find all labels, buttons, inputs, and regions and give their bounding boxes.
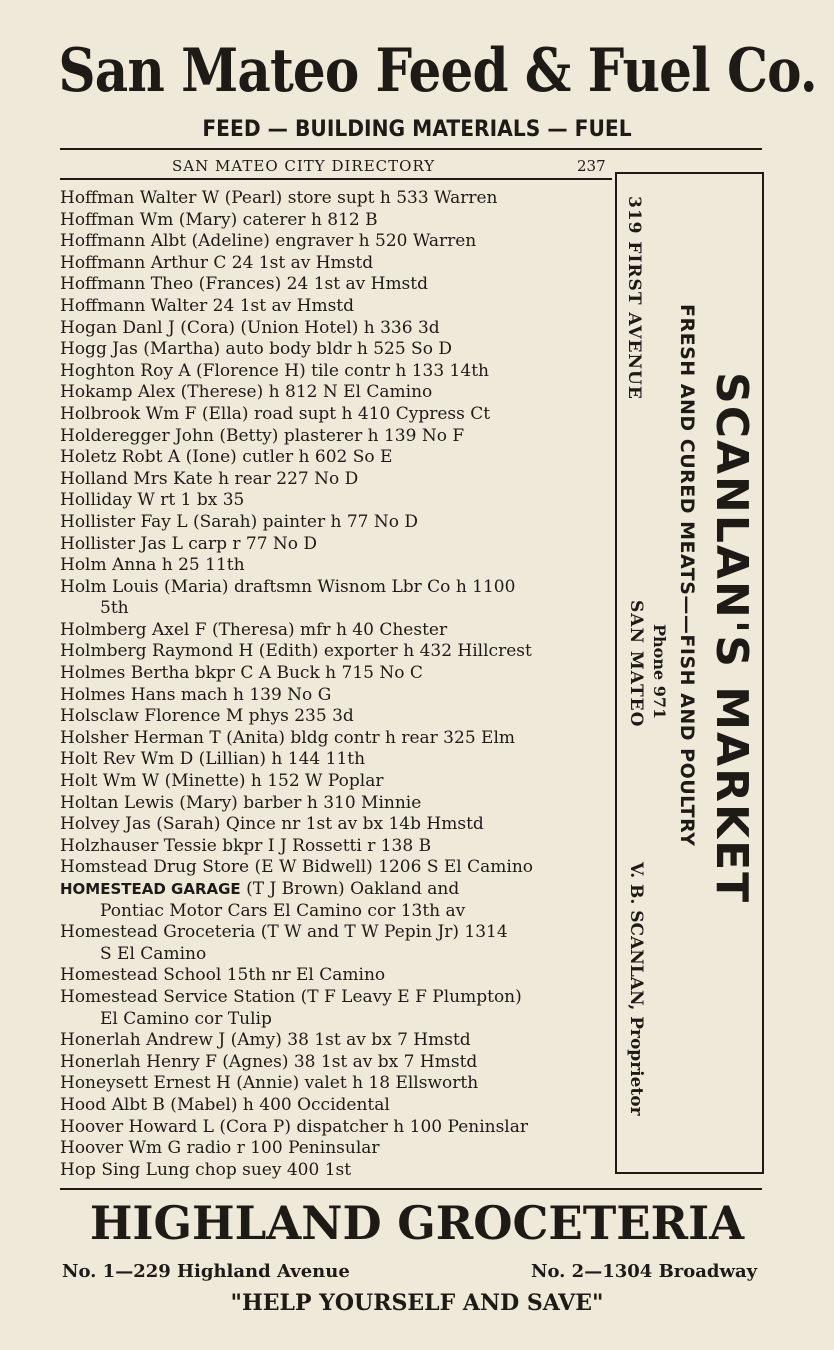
entry-continuation: S El Camino <box>100 943 207 964</box>
directory-entry <box>60 620 612 642</box>
entry-text: Hoghton Roy A (Florence H) tile contr h 133 14th <box>60 360 489 381</box>
directory-entry <box>60 512 612 534</box>
entry-text: Hop Sing Lung chop suey 400 1st <box>60 1159 352 1180</box>
entry-text: Hoffmann Albt (Adeline) engraver h 520 Warren <box>60 231 477 252</box>
directory-entry <box>60 1095 612 1117</box>
directory-entry <box>60 1073 612 1095</box>
entry-text: Hoover Howard L (Cora P) dispatcher h 100 Peninslar <box>60 1116 529 1137</box>
running-header-title: SAN MATEO CITY DIRECTORY <box>172 157 436 175</box>
entry-text: Hokamp Alex (Therese) h 812 N El Camino <box>60 382 433 403</box>
directory-entry <box>60 685 612 707</box>
feed-fuel-ad-subtitle: FEED — BUILDING MATERIALS — FUEL <box>202 117 632 142</box>
directory-entry <box>60 426 612 448</box>
directory-entry <box>60 447 612 469</box>
market-name: SCANLAN'S MARKET <box>706 372 757 905</box>
directory-entry <box>60 577 612 599</box>
entry-text: Homestead Groceteria (T W and T W Pepin Jr) 1314 <box>60 922 508 943</box>
entry-text: Holmberg Raymond H (Edith) exporter h 432 Hillcrest <box>60 641 532 662</box>
directory-entry <box>60 210 612 232</box>
entry-text: Holvey Jas (Sarah) Qince nr 1st av bx 14b Hmstd <box>60 814 484 835</box>
directory-entry <box>60 749 612 771</box>
directory-entry <box>60 814 612 836</box>
entry-text: Holsclaw Florence M phys 235 3d <box>60 706 354 727</box>
entry-text: Holsher Herman T (Anita) bldg contr h rear 325 Elm <box>60 727 515 748</box>
entry-text: Hogg Jas (Martha) auto body bldr h 525 So D <box>60 339 452 360</box>
entry-text: Holbrook Wm F (Ella) road supt h 410 Cypress Ct <box>60 403 491 424</box>
directory-entry <box>60 361 612 383</box>
market-city: SAN MATEO <box>626 600 646 728</box>
entry-text: Hoffman Walter W (Pearl) store supt h 533 Warren <box>60 188 498 208</box>
directory-entry <box>60 836 612 858</box>
directory-entry <box>60 1160 612 1182</box>
directory-entry <box>60 1052 612 1074</box>
entry-text: Hoffmann Walter 24 1st av Hmstd <box>60 295 355 316</box>
entry-continuation: Pontiac Motor Cars El Camino cor 13th av <box>100 900 466 921</box>
header-rule <box>60 148 762 150</box>
entry-text: Holm Anna h 25 11th <box>60 555 245 576</box>
entry-text: Holland Mrs Kate h rear 227 No D <box>60 468 359 489</box>
directory-entry <box>60 1117 612 1139</box>
directory-entry <box>60 490 612 512</box>
entry-text: Hollister Jas L carp r 77 No D <box>60 533 318 554</box>
directory-entry <box>60 1030 612 1052</box>
directory-entry <box>60 469 612 491</box>
entry-text: Holt Rev Wm D (Lillian) h 144 11th <box>60 749 366 770</box>
groceteria-ad-title: HIGHLAND GROCETERIA <box>89 1196 745 1250</box>
feed-fuel-ad-title: San Mateo Feed & Fuel Co. <box>58 36 817 106</box>
entry-text: Holmberg Axel F (Theresa) mfr h 40 Chester <box>60 619 448 640</box>
directory-entry <box>60 1138 612 1160</box>
directory-entry <box>60 188 612 210</box>
entry-text: Holzhauser Tessie bkpr I J Rossetti r 138 B <box>60 835 432 856</box>
entry-text: Holmes Hans mach h 139 No G <box>60 684 332 705</box>
entry-text: Holliday W rt 1 bx 35 <box>60 490 245 511</box>
directory-entries <box>60 188 612 1181</box>
entry-text: Hollister Fay L (Sarah) painter h 77 No D <box>60 511 419 532</box>
directory-entry <box>60 771 612 793</box>
directory-entry <box>60 965 612 987</box>
entry-text: Homstead Drug Store (E W Bidwell) 1206 S El Camino <box>60 857 534 878</box>
entry-text: Hogan Danl J (Cora) (Union Hotel) h 336 3d <box>60 317 440 338</box>
market-phone: Phone 971 <box>650 624 669 720</box>
directory-entry <box>60 382 612 404</box>
market-proprietor: V. B. SCANLAN, Proprietor <box>626 862 646 1116</box>
entry-text: Honerlah Andrew J (Amy) 38 1st av bx 7 Hmstd <box>60 1030 471 1051</box>
footer-rule <box>60 1188 762 1190</box>
directory-entry <box>60 879 612 901</box>
entry-text: Honerlah Henry F (Agnes) 38 1st av bx 7 Hmstd <box>60 1051 478 1072</box>
entry-text: Holetz Robt A (Ione) cutler h 602 So E <box>60 447 393 468</box>
directory-entry <box>60 274 612 296</box>
directory-entry <box>60 793 612 815</box>
entry-text: Homestead Service Station (T F Leavy E F Plumpton) <box>60 986 522 1007</box>
directory-entry <box>60 922 612 944</box>
groceteria-store-1: No. 1—229 Highland Avenue <box>62 1261 350 1282</box>
entry-text: Holtan Lewis (Mary) barber h 310 Minnie <box>60 792 422 813</box>
directory-entry <box>60 253 612 275</box>
page-number: 237 <box>577 157 606 175</box>
directory-entry <box>60 534 612 556</box>
entry-text: Hood Albt B (Mabel) h 400 Occidental <box>60 1094 390 1115</box>
groceteria-slogan: "HELP YOURSELF AND SAVE" <box>230 1290 604 1316</box>
directory-entry <box>60 404 612 426</box>
entry-text: Homestead School 15th nr El Camino <box>60 965 386 986</box>
entry-text: Holm Louis (Maria) draftsmn Wisnom Lbr Co h 1100 <box>60 576 516 597</box>
groceteria-store-2: No. 2—1304 Broadway <box>531 1261 758 1282</box>
directory-entry <box>60 231 612 253</box>
directory-entry <box>60 318 612 340</box>
directory-entry <box>60 339 612 361</box>
market-tagline: FRESH AND CURED MEATS——FISH AND POULTRY <box>676 304 698 847</box>
entry-text: Holt Wm W (Minette) h 152 W Poplar <box>60 771 384 792</box>
directory-entry <box>60 728 612 750</box>
entry-text: Holderegger John (Betty) plasterer h 139 No F <box>60 425 465 446</box>
entry-text: Hoffman Wm (Mary) caterer h 812 B <box>60 209 378 230</box>
directory-entry <box>60 641 612 663</box>
directory-entry <box>60 555 612 577</box>
directory-entry <box>60 706 612 728</box>
entry-text: (T J Brown) Oakland and <box>240 879 460 899</box>
entry-business-name: HOMESTEAD GARAGE <box>60 880 241 898</box>
entry-text: Hoffmann Theo (Frances) 24 1st av Hmstd <box>60 274 428 295</box>
entry-text: Holmes Bertha bkpr C A Buck h 715 No C <box>60 663 423 684</box>
directory-entry <box>60 296 612 318</box>
entry-text: Hoffmann Arthur C 24 1st av Hmstd <box>60 252 374 273</box>
entry-text: Hoover Wm G radio r 100 Peninsular <box>60 1138 380 1159</box>
directory-entry <box>60 987 612 1009</box>
market-address: 319 FIRST AVENUE <box>624 196 644 400</box>
directory-entry <box>60 857 612 879</box>
running-header-rule <box>60 178 612 180</box>
directory-entry <box>60 663 612 685</box>
entry-continuation: 5th <box>100 598 129 619</box>
entry-continuation: El Camino cor Tulip <box>100 1008 272 1029</box>
entry-text: Honeysett Ernest H (Annie) valet h 18 Ellsworth <box>60 1073 479 1094</box>
